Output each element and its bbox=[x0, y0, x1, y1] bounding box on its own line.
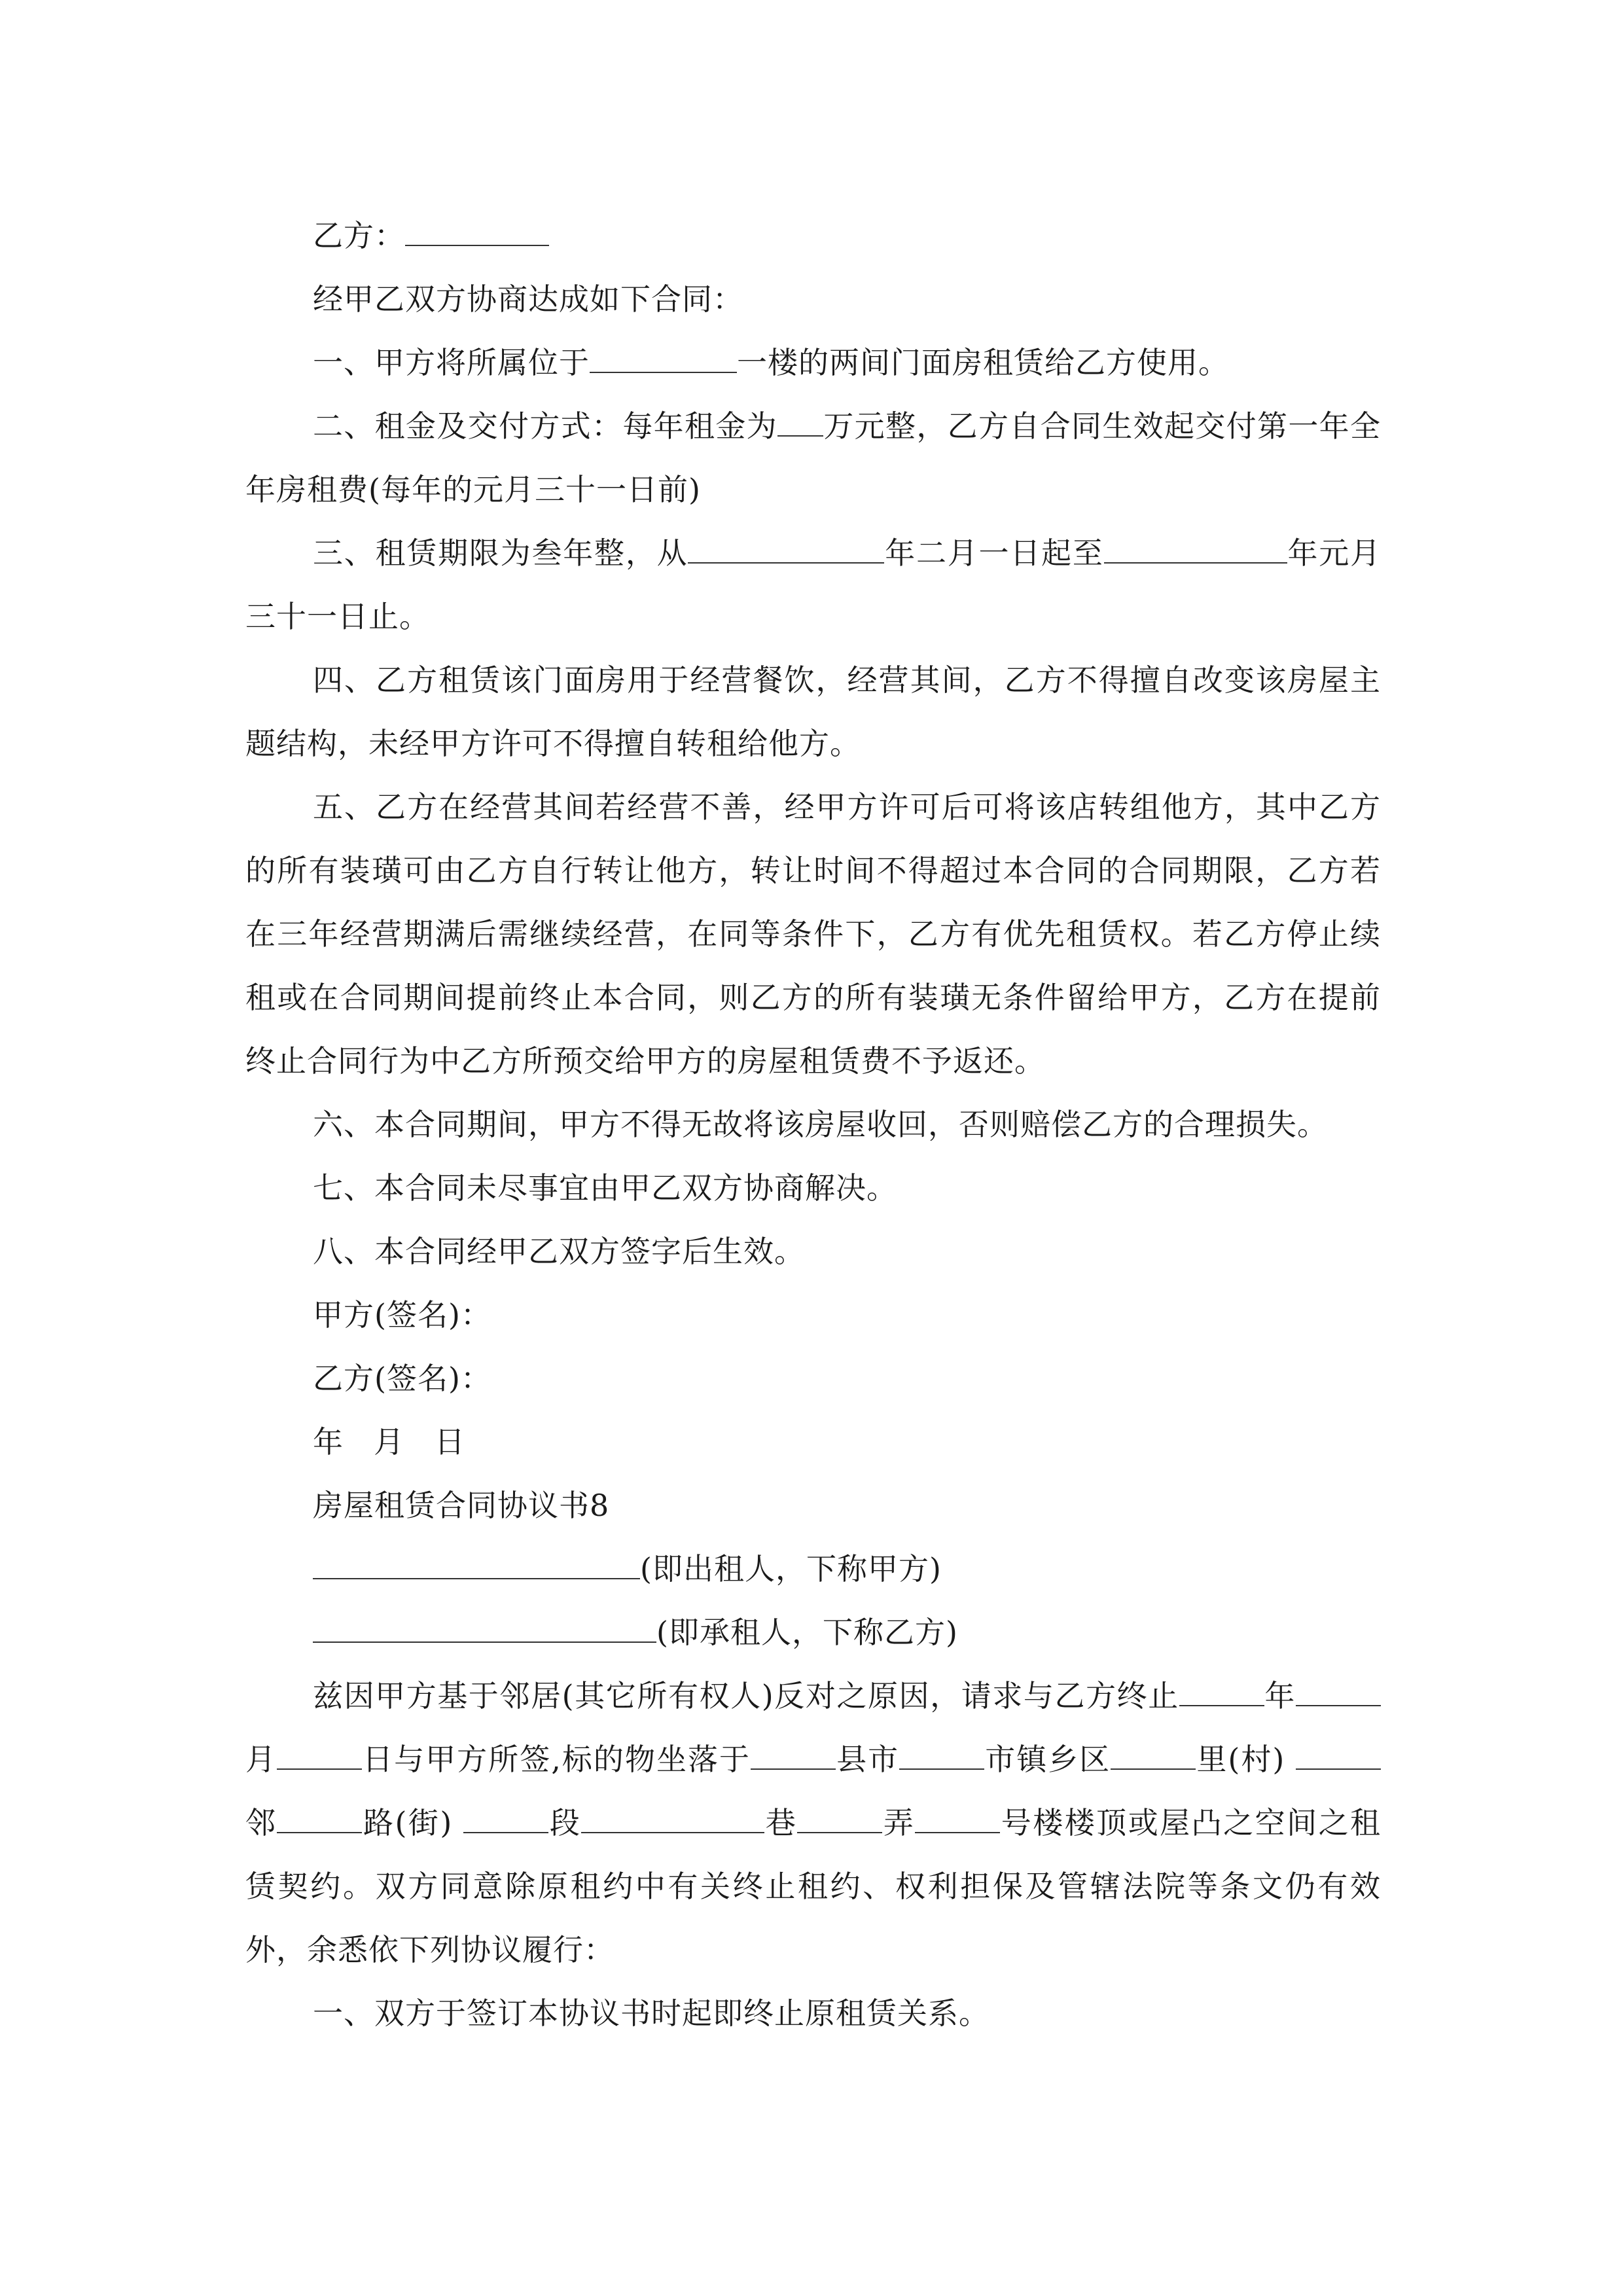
clause-1-text-b: 一楼的两间门面房租赁给乙方使用。 bbox=[737, 345, 1229, 380]
lane-blank[interactable] bbox=[797, 1806, 882, 1833]
party-b-blank[interactable] bbox=[405, 219, 549, 246]
rent-amount-blank[interactable] bbox=[777, 409, 823, 437]
section-blank[interactable] bbox=[581, 1806, 764, 1833]
date-line bbox=[245, 1410, 1381, 1474]
district-blank[interactable] bbox=[1111, 1742, 1196, 1770]
sign-party-a: 甲方(签名)： bbox=[313, 1297, 491, 1333]
village-label: 里(村) bbox=[1196, 1742, 1285, 1777]
location-blank[interactable] bbox=[590, 346, 737, 373]
clause-4: 四、乙方租赁该门面房用于经营餐饮，经营其间，乙方不得擅自改变该房屋主题结构，未经甲方许可不得擅自转租给他方。 bbox=[245, 662, 1381, 761]
county-label: 县市 bbox=[836, 1742, 900, 1777]
lessor-blank[interactable] bbox=[313, 1552, 640, 1579]
termination-paragraph bbox=[245, 1664, 1381, 1982]
party-b-label: 乙方： bbox=[313, 218, 405, 253]
lessee-blank[interactable] bbox=[313, 1615, 656, 1643]
termination-text-rest: 号楼楼顶或屋凸之空间之租赁契约。双方同意除原租约中有关终止租约、权利担保及管辖法院等条文仍有效外，余悉依下列协议履行： bbox=[245, 1805, 1382, 1967]
intro-line: 经甲乙双方协商达成如下合同： bbox=[313, 281, 743, 317]
neighbor-blank[interactable] bbox=[277, 1806, 362, 1833]
village-blank[interactable] bbox=[1296, 1742, 1381, 1770]
neighbor-label: 邻 bbox=[245, 1805, 277, 1840]
town-blank[interactable] bbox=[899, 1742, 984, 1770]
lessor-line bbox=[245, 1537, 1381, 1601]
contract-day-blank[interactable] bbox=[277, 1742, 362, 1770]
lane-label: 巷 bbox=[764, 1805, 798, 1840]
clause-2-text-b: 万元整，乙方自合同生效起交付第一年全年房租费(每年的元月三十一日前) bbox=[245, 408, 1382, 507]
contract-body bbox=[245, 204, 1381, 2045]
contract-month-blank[interactable] bbox=[1296, 1679, 1381, 1706]
clause-7: 七、本合同未尽事宜由甲乙双方协商解决。 bbox=[313, 1170, 897, 1206]
section-title: 房屋租赁合同协议书8 bbox=[313, 1488, 610, 1523]
town-label: 市镇乡区 bbox=[984, 1742, 1111, 1777]
agreement-item-1: 一、双方于签订本协议书时起即终止原租赁关系。 bbox=[313, 1996, 990, 2031]
clause-2 bbox=[245, 395, 1381, 522]
date-day: 日 bbox=[435, 1424, 465, 1460]
clause-3-text-a: 三、租赁期限为叁年整，从 bbox=[313, 535, 688, 571]
county-blank[interactable] bbox=[751, 1742, 836, 1770]
termination-year: 年 bbox=[1264, 1678, 1296, 1713]
clause-6: 六、本合同期间，甲方不得无故将该房屋收回，否则赔偿乙方的合理损失。 bbox=[313, 1107, 1328, 1142]
contract-year-blank[interactable] bbox=[1179, 1679, 1264, 1706]
clause-3-text-b: 年二月一日起至 bbox=[884, 535, 1104, 571]
section-label: 段 bbox=[548, 1805, 582, 1840]
termination-day-text: 日与甲方所签,标的物坐落于 bbox=[362, 1742, 751, 1777]
end-year-blank[interactable] bbox=[1104, 536, 1287, 564]
clause-3 bbox=[245, 522, 1381, 649]
clause-2-text-a: 二、租金及交付方式：每年租金为 bbox=[313, 408, 777, 444]
date-month: 月 bbox=[374, 1424, 404, 1460]
termination-month: 月 bbox=[245, 1742, 277, 1777]
party-b-line bbox=[245, 204, 1381, 268]
lessee-line bbox=[245, 1601, 1381, 1664]
road-blank[interactable] bbox=[463, 1806, 548, 1833]
date-year: 年 bbox=[313, 1424, 344, 1460]
clause-5: 五、乙方在经营其间若经营不善，经甲方许可后可将该店转组他方，其中乙方的所有装璜可由乙方自行转让他方，转让时间不得超过本合同的合同期限，乙方若在三年经营期满后需继续经营，在同等条件下，乙方有优先租赁权。若乙方停止续租或在合同期间提前终止本合同，则乙方的所有装璜无条件留给甲方，乙方在提前终止合同行为中乙方所预交给甲方的房屋租赁费不予返还。 bbox=[245, 789, 1381, 1079]
termination-text-a: 兹因甲方基于邻居(其它所有权人)反对之原因，请求与乙方终止 bbox=[313, 1678, 1179, 1713]
road-label: 路(街) bbox=[362, 1805, 453, 1840]
clause-1-text-a: 一、甲方将所属位于 bbox=[313, 345, 590, 380]
sign-party-b: 乙方(签名)： bbox=[313, 1361, 491, 1396]
clause-1 bbox=[245, 331, 1381, 395]
clause-3-text-c: 年元月三十一日止。 bbox=[245, 535, 1382, 634]
clause-8: 八、本合同经甲乙双方签字后生效。 bbox=[313, 1234, 805, 1269]
alley-label: 弄 bbox=[882, 1805, 916, 1840]
lessee-label: (即承租人，下称乙方) bbox=[656, 1615, 958, 1650]
lessor-label: (即出租人，下称甲方) bbox=[640, 1551, 942, 1587]
alley-blank[interactable] bbox=[915, 1806, 1000, 1833]
start-year-blank[interactable] bbox=[688, 536, 884, 564]
